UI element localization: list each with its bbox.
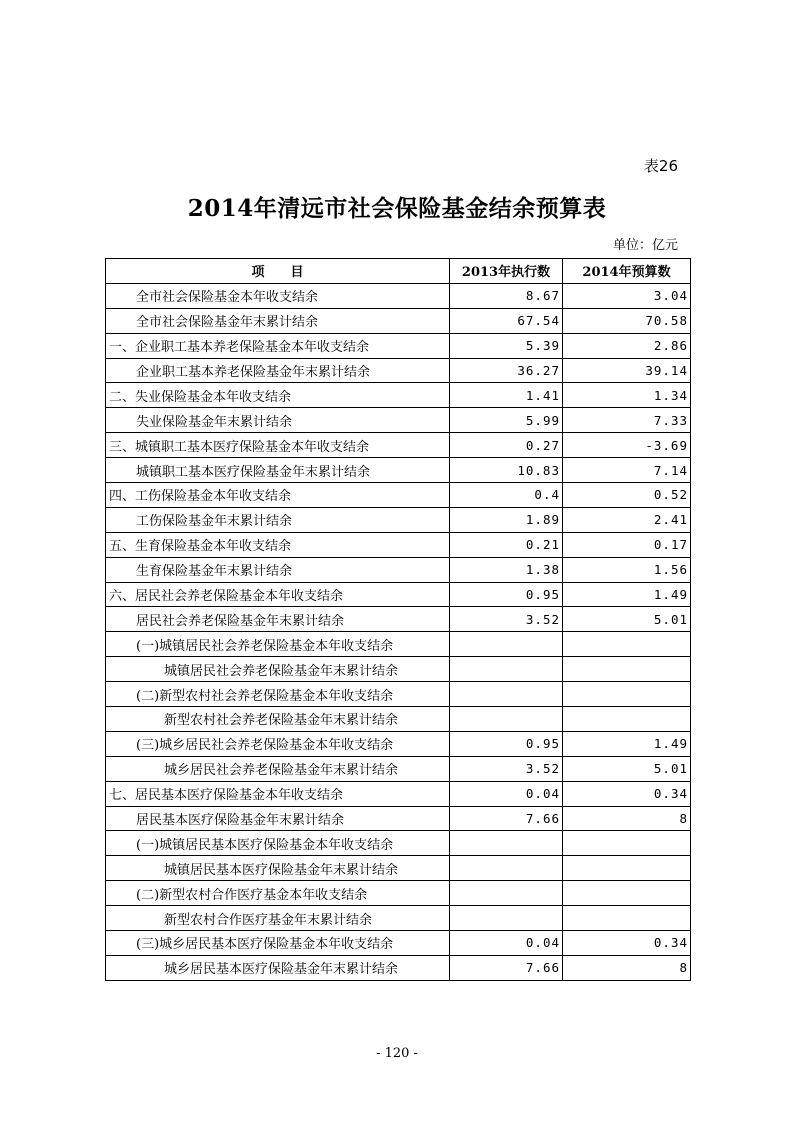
row-label: 五、生育保险基金本年收支结余 bbox=[106, 532, 450, 557]
value-2013: 3.52 bbox=[450, 756, 563, 781]
value-2013 bbox=[450, 906, 563, 931]
table-body bbox=[106, 283, 691, 980]
value-2014: 5.01 bbox=[563, 607, 691, 632]
row-label: (一)城镇居民社会养老保险基金本年收支结余 bbox=[106, 632, 450, 657]
row-label: 七、居民基本医疗保险基金本年收支结余 bbox=[106, 781, 450, 806]
value-2014 bbox=[563, 881, 691, 906]
value-2014: 0.34 bbox=[563, 931, 691, 956]
unit-label: 单位：亿元 bbox=[612, 238, 678, 253]
row-label: (三)城乡居民基本医疗保险基金本年收支结余 bbox=[106, 931, 450, 956]
value-2014: 2.41 bbox=[563, 507, 691, 532]
value-2014: 2.86 bbox=[563, 333, 691, 358]
table-row bbox=[106, 955, 691, 980]
row-label: 新型农村合作医疗基金年末累计结余 bbox=[106, 906, 450, 931]
value-2013 bbox=[450, 707, 563, 732]
value-2014: 0.34 bbox=[563, 781, 691, 806]
row-label: 一、企业职工基本养老保险基金本年收支结余 bbox=[106, 333, 450, 358]
row-label: 城镇职工基本医疗保险基金年末累计结余 bbox=[106, 458, 450, 483]
value-2014: 0.52 bbox=[563, 483, 691, 508]
value-2014 bbox=[563, 856, 691, 881]
value-2013: 0.04 bbox=[450, 931, 563, 956]
row-label: (二)新型农村社会养老保险基金本年收支结余 bbox=[106, 682, 450, 707]
row-label: 企业职工基本养老保险基金年末累计结余 bbox=[106, 358, 450, 383]
value-2013: 0.27 bbox=[450, 433, 563, 458]
value-2013: 0.21 bbox=[450, 532, 563, 557]
value-2013: 1.41 bbox=[450, 383, 563, 408]
value-2013: 0.95 bbox=[450, 731, 563, 756]
row-label: 三、城镇职工基本医疗保险基金本年收支结余 bbox=[106, 433, 450, 458]
value-2014 bbox=[563, 707, 691, 732]
table-row bbox=[106, 507, 691, 532]
value-2013: 3.52 bbox=[450, 607, 563, 632]
row-label: 居民基本医疗保险基金年末累计结余 bbox=[106, 806, 450, 831]
value-2013 bbox=[450, 682, 563, 707]
budget-table bbox=[105, 258, 691, 981]
value-2013 bbox=[450, 831, 563, 856]
value-2013: 1.89 bbox=[450, 507, 563, 532]
value-2014: 0.17 bbox=[563, 532, 691, 557]
value-2014: 8 bbox=[563, 955, 691, 980]
row-label: (一)城镇居民基本医疗保险基金本年收支结余 bbox=[106, 831, 450, 856]
table-row bbox=[106, 433, 691, 458]
row-label: 全市社会保险基金本年收支结余 bbox=[106, 283, 450, 308]
value-2013: 7.66 bbox=[450, 806, 563, 831]
row-label: 城乡居民基本医疗保险基金年末累计结余 bbox=[106, 955, 450, 980]
value-2013 bbox=[450, 856, 563, 881]
value-2013: 1.38 bbox=[450, 557, 563, 582]
table-row bbox=[106, 333, 691, 358]
value-2013: 10.83 bbox=[450, 458, 563, 483]
row-label: (二)新型农村合作医疗基金本年收支结余 bbox=[106, 881, 450, 906]
row-label: 城镇居民社会养老保险基金年末累计结余 bbox=[106, 657, 450, 682]
row-label: (三)城乡居民社会养老保险基金本年收支结余 bbox=[106, 731, 450, 756]
value-2014: 7.33 bbox=[563, 408, 691, 433]
table-row bbox=[106, 458, 691, 483]
column-header-2014: 2014年预算数 bbox=[563, 259, 691, 284]
table-number: 表26 bbox=[643, 157, 678, 175]
column-header-item: 项 目 bbox=[106, 259, 450, 284]
value-2014 bbox=[563, 682, 691, 707]
table-row bbox=[106, 483, 691, 508]
table-row bbox=[106, 383, 691, 408]
row-label: 城镇居民基本医疗保险基金年末累计结余 bbox=[106, 856, 450, 881]
value-2013: 7.66 bbox=[450, 955, 563, 980]
value-2013: 5.99 bbox=[450, 408, 563, 433]
table-row bbox=[106, 283, 691, 308]
row-label: 六、居民社会养老保险基金本年收支结余 bbox=[106, 582, 450, 607]
row-label: 失业保险基金年末累计结余 bbox=[106, 408, 450, 433]
value-2013: 67.54 bbox=[450, 308, 563, 333]
value-2014: 5.01 bbox=[563, 756, 691, 781]
table-row bbox=[106, 881, 691, 906]
page-number: - 120 - bbox=[376, 1046, 418, 1061]
value-2014 bbox=[563, 657, 691, 682]
table-row bbox=[106, 756, 691, 781]
value-2013: 0.4 bbox=[450, 483, 563, 508]
table-row bbox=[106, 707, 691, 732]
table-row bbox=[106, 607, 691, 632]
row-label: 居民社会养老保险基金年末累计结余 bbox=[106, 607, 450, 632]
table-row bbox=[106, 831, 691, 856]
row-label: 新型农村社会养老保险基金年末累计结余 bbox=[106, 707, 450, 732]
column-header-2013: 2013年执行数 bbox=[450, 259, 563, 284]
value-2014 bbox=[563, 831, 691, 856]
value-2013 bbox=[450, 657, 563, 682]
table-row bbox=[106, 657, 691, 682]
table-row bbox=[106, 806, 691, 831]
row-label: 生育保险基金年末累计结余 bbox=[106, 557, 450, 582]
row-label: 全市社会保险基金年末累计结余 bbox=[106, 308, 450, 333]
row-label: 工伤保险基金年末累计结余 bbox=[106, 507, 450, 532]
value-2013: 0.95 bbox=[450, 582, 563, 607]
value-2014: 1.49 bbox=[563, 731, 691, 756]
page-title: 2014年清远市社会保险基金结余预算表 bbox=[187, 195, 607, 222]
table-row bbox=[106, 906, 691, 931]
table-row bbox=[106, 308, 691, 333]
value-2013 bbox=[450, 632, 563, 657]
value-2014: 70.58 bbox=[563, 308, 691, 333]
table-header-row bbox=[106, 259, 691, 284]
table-row bbox=[106, 408, 691, 433]
table-row bbox=[106, 632, 691, 657]
value-2014: 1.49 bbox=[563, 582, 691, 607]
value-2014 bbox=[563, 632, 691, 657]
value-2013 bbox=[450, 881, 563, 906]
row-label: 城乡居民社会养老保险基金年末累计结余 bbox=[106, 756, 450, 781]
table-row bbox=[106, 856, 691, 881]
table-row bbox=[106, 557, 691, 582]
value-2014: 8 bbox=[563, 806, 691, 831]
value-2013: 36.27 bbox=[450, 358, 563, 383]
table-row bbox=[106, 682, 691, 707]
value-2013: 8.67 bbox=[450, 283, 563, 308]
table-row bbox=[106, 358, 691, 383]
value-2013: 5.39 bbox=[450, 333, 563, 358]
row-label: 二、失业保险基金本年收支结余 bbox=[106, 383, 450, 408]
table-row bbox=[106, 731, 691, 756]
table-row bbox=[106, 781, 691, 806]
row-label: 四、工伤保险基金本年收支结余 bbox=[106, 483, 450, 508]
value-2013: 0.04 bbox=[450, 781, 563, 806]
value-2014: -3.69 bbox=[563, 433, 691, 458]
value-2014: 7.14 bbox=[563, 458, 691, 483]
value-2014: 1.56 bbox=[563, 557, 691, 582]
table-row bbox=[106, 532, 691, 557]
table-row bbox=[106, 931, 691, 956]
value-2014: 1.34 bbox=[563, 383, 691, 408]
value-2014 bbox=[563, 906, 691, 931]
value-2014: 3.04 bbox=[563, 283, 691, 308]
value-2014: 39.14 bbox=[563, 358, 691, 383]
table-row bbox=[106, 582, 691, 607]
